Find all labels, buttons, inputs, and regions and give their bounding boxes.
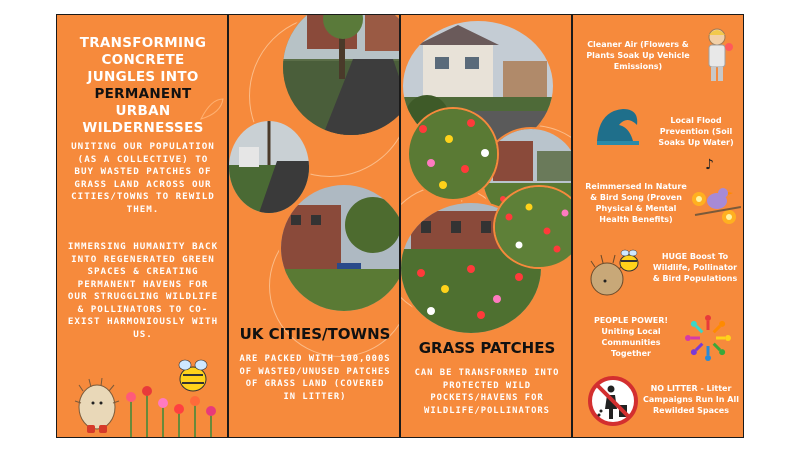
hedgehog-bee-flowers-icon bbox=[71, 359, 221, 438]
uk-cities-heading: UK CITIES/TOWNS bbox=[239, 325, 391, 343]
svg-text:♪: ♪ bbox=[705, 157, 714, 173]
panel-uk-cities bbox=[228, 14, 400, 438]
people-circle-icon bbox=[681, 311, 735, 365]
grass-patches-text: CAN BE TRANSFORMED INTO PROTECTED WILD POCKETS/HAVENS FOR WILDLIFE/POLLINATORS bbox=[414, 368, 560, 416]
title-highlight: PERMANENT bbox=[94, 86, 192, 102]
benefit-flood-prevention: Local Flood Prevention (Soil Soaks Up Water) bbox=[658, 116, 734, 147]
benefit-wildlife-boost: HUGE Boost To Wildlife, Pollinator & Bird Populations bbox=[652, 252, 738, 283]
benefit-nature-birdsong: Reimmersed In Nature & Bird Song (Proven Physical & Mental Health Benefits) bbox=[585, 182, 687, 224]
wave-icon bbox=[593, 101, 643, 147]
title-line: CONCRETE bbox=[101, 52, 185, 68]
no-litter-icon bbox=[587, 375, 639, 427]
benefit-clean-air: Cleaner Air (Flowers & Plants Soak Up Vehicle Emissions) bbox=[586, 40, 690, 71]
title-line: WILDERNESSES bbox=[82, 120, 204, 136]
intro-paragraph-2: IMMERSING HUMANITY BACK INTO REGENERATED GREEN SPACES & CREATING PERMANENT HAVENS FOR OUR STRUGGLING WILDLIFE & POLLINATORS TO CO-EXIST HARMONIOUSLY WITH US. bbox=[67, 241, 219, 340]
panel-intro bbox=[56, 14, 228, 438]
benefit-people-power: PEOPLE POWER! Uniting Local Communities Together bbox=[593, 316, 669, 358]
songbird-icon bbox=[685, 155, 741, 233]
hedgehog-bee-icon bbox=[585, 241, 645, 301]
leaf-watermark-icon bbox=[197, 95, 225, 123]
grass-patches-heading: GRASS PATCHES bbox=[418, 339, 556, 357]
intro-paragraph-1: UNITING OUR POPULATION (AS A COLLECTIVE) TO BUY WASTED PATCHES OF GRASS LAND ACROSS OUR CITIES/TOWNS TO REWILD THEM. bbox=[71, 141, 215, 215]
panel-grass-patches bbox=[400, 14, 572, 438]
benefit-no-litter: NO LITTER - Litter Campaigns Run In All Rewilded Spaces bbox=[643, 384, 739, 415]
photo-building-grass-patch bbox=[279, 183, 400, 313]
title-line: TRANSFORMING bbox=[79, 35, 207, 51]
title-line: URBAN bbox=[115, 103, 171, 119]
leaflet bbox=[56, 14, 744, 440]
panel-benefits bbox=[572, 14, 744, 438]
title-line: JUNGLES INTO bbox=[87, 69, 199, 85]
uk-cities-text: ARE PACKED WITH 100,000S OF WASTED/UNUSED PATCHES OF GRASS LAND (COVERED IN LITTER) bbox=[239, 354, 391, 402]
photo-wildflower-meadow bbox=[407, 107, 499, 201]
person-with-flower-icon bbox=[697, 25, 737, 85]
